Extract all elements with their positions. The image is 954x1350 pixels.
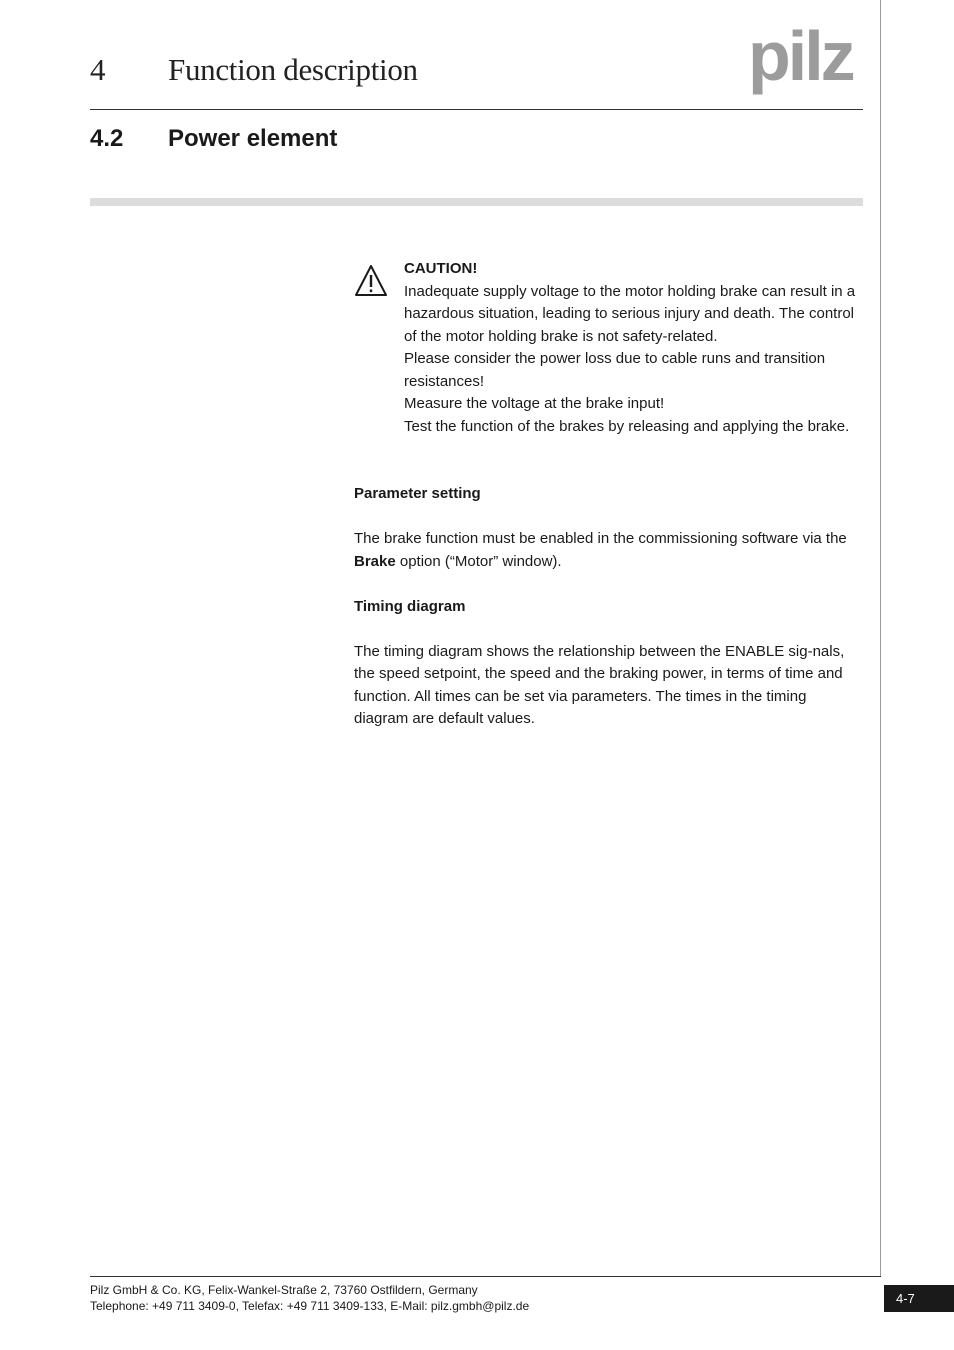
page-number: 4-7 (884, 1285, 954, 1312)
caution-line-3: Measure the voltage at the brake input! (404, 395, 665, 412)
parameter-setting-text-before: The brake function must be enabled in the commissioning software via the (354, 530, 847, 547)
timing-diagram-text: The timing diagram shows the relationship between the ENABLE sig-nals, the speed setpoint, the speed and the braking power, in terms of time and function. All times can be set via parameters. The times in the timing diagram are default values. (354, 642, 845, 727)
header-rule (90, 109, 863, 110)
warning-triangle-icon (354, 264, 388, 298)
caution-line-2: Please consider the power loss due to cable runs and transition resistances! (404, 350, 826, 390)
main-content (354, 258, 864, 753)
caution-box (354, 258, 864, 438)
chapter-number: 4 (90, 52, 106, 87)
footer-rule (90, 1276, 881, 1277)
pilz-logo (748, 22, 866, 96)
parameter-setting-heading: Parameter setting (354, 485, 481, 502)
footer-address: Pilz GmbH & Co. KG, Felix-Wankel-Straße 2, 73760 Ostfildern, Germany (90, 1283, 478, 1297)
caution-title: CAUTION! (404, 260, 478, 277)
section-divider-bar (90, 198, 863, 206)
footer-contact: Telephone: +49 711 3409-0, Telefax: +49 711 3409-133, E-Mail: pilz.gmbh@pilz.de (90, 1299, 530, 1313)
brake-option-label: Brake (354, 552, 396, 570)
timing-diagram-heading: Timing diagram (354, 597, 466, 615)
section-number: 4.2 (90, 125, 124, 152)
parameter-setting-text-after: option (“Motor” window). (395, 552, 562, 570)
caution-line-1: Inadequate supply voltage to the motor holding brake can result in a hazardous situation, leading to serious injury and death. The control of the motor holding brake is not safety-related. (404, 282, 856, 345)
caution-line-4: Test the function of the brakes by releasing and applying the brake. (404, 417, 850, 435)
right-margin-line (880, 0, 881, 1276)
chapter-title: Function description (168, 52, 418, 87)
pilz-logo-text: pilz (748, 22, 853, 95)
parameter-setting-text (354, 528, 864, 573)
section-title: Power element (168, 125, 338, 152)
